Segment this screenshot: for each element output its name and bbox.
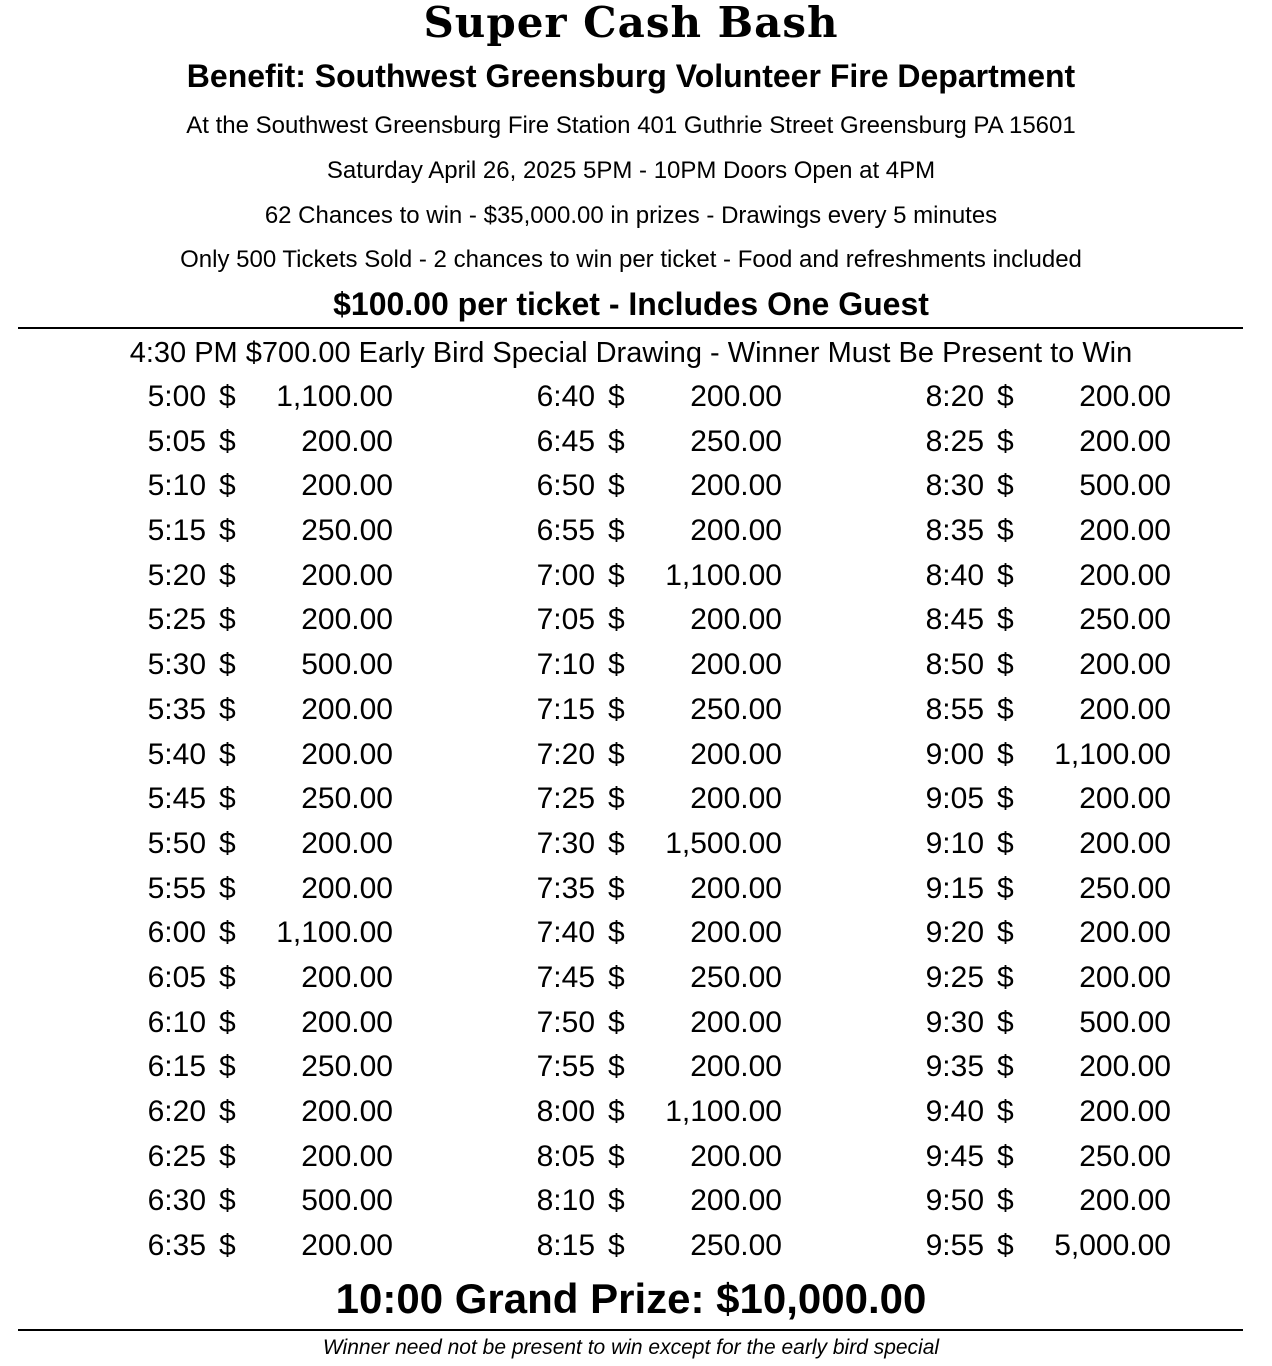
drawing-time: 6:20 (147, 1095, 206, 1128)
schedule-row (136, 958, 393, 1003)
drawing-time: 7:50 (536, 1005, 595, 1039)
dollar-sign: $ (997, 1139, 1014, 1173)
event-title: Super Cash Bash (423, 0, 839, 47)
prize-amount: 500.00 (1079, 469, 1171, 503)
drawing-time: 6:10 (147, 1005, 206, 1039)
schedule-row (136, 690, 393, 735)
drawing-time: 6:00 (147, 916, 206, 950)
schedule-row (525, 869, 782, 914)
schedule-row (525, 690, 782, 735)
dollar-sign: $ (608, 737, 625, 771)
prize-amount: 200.00 (690, 648, 782, 682)
schedule-column-1 (136, 377, 393, 1271)
prize-amount: 5,000.00 (1054, 1229, 1171, 1263)
schedule-row (525, 511, 782, 556)
prize-amount: 200.00 (690, 603, 782, 637)
prize-amount: 500.00 (301, 1184, 393, 1218)
schedule-row (914, 1181, 1171, 1226)
schedule-row (136, 511, 393, 556)
prize-amount: 200.00 (301, 826, 393, 860)
schedule-row (525, 1047, 782, 1092)
tickets-line: Only 500 Tickets Sold - 2 chances to win per ticket - Food and refreshments included (180, 246, 1082, 273)
schedule-row (914, 1003, 1171, 1048)
dollar-sign: $ (219, 1095, 236, 1128)
dollar-sign: $ (219, 424, 236, 458)
drawing-time: 6:45 (536, 424, 595, 458)
grand-prize: 10:00 Grand Prize: $10,000.00 (335, 1275, 927, 1322)
drawing-time: 6:50 (536, 469, 595, 503)
dollar-sign: $ (608, 648, 625, 682)
drawing-time: 5:25 (147, 603, 206, 637)
dollar-sign: $ (219, 1050, 236, 1084)
schedule-row (525, 824, 782, 869)
date-time-line: Saturday April 26, 2025 5PM - 10PM Doors Open at 4PM (326, 157, 936, 184)
drawing-time: 8:05 (536, 1139, 595, 1173)
prize-amount: 200.00 (301, 960, 393, 994)
schedule-row (914, 913, 1171, 958)
drawing-time: 8:55 (925, 692, 984, 726)
dollar-sign: $ (997, 514, 1014, 548)
schedule-row (136, 645, 393, 690)
prize-amount: 200.00 (690, 737, 782, 771)
schedule-row (136, 377, 393, 422)
drawing-time: 7:55 (536, 1050, 595, 1084)
prize-amount: 200.00 (301, 871, 393, 905)
drawing-time: 6:40 (536, 380, 595, 413)
drawing-time: 6:55 (536, 514, 595, 548)
prize-amount: 1,100.00 (276, 380, 393, 413)
dollar-sign: $ (219, 1005, 236, 1039)
drawing-time: 9:40 (925, 1095, 984, 1128)
schedule-row (525, 1137, 782, 1182)
dollar-sign: $ (608, 514, 625, 548)
schedule-row (914, 466, 1171, 511)
schedule-row (136, 1226, 393, 1271)
prize-amount: 200.00 (690, 916, 782, 950)
schedule-row (525, 1092, 782, 1137)
dollar-sign: $ (608, 871, 625, 905)
dollar-sign: $ (219, 737, 236, 771)
drawing-time: 9:15 (925, 871, 984, 905)
schedule-column-3 (914, 377, 1171, 1271)
schedule-row (914, 1137, 1171, 1182)
prize-amount: 250.00 (690, 692, 782, 726)
dollar-sign: $ (219, 380, 236, 413)
prize-amount: 200.00 (1079, 424, 1171, 458)
schedule-row (525, 645, 782, 690)
prize-amount: 200.00 (301, 1139, 393, 1173)
dollar-sign: $ (997, 692, 1014, 726)
schedule-row (914, 1047, 1171, 1092)
dollar-sign: $ (219, 916, 236, 950)
schedule-row (525, 466, 782, 511)
drawing-time: 7:05 (536, 603, 595, 637)
schedule-row (914, 645, 1171, 690)
dollar-sign: $ (219, 648, 236, 682)
schedule-row (525, 735, 782, 780)
drawing-time: 5:45 (147, 782, 206, 816)
prize-amount: 200.00 (690, 380, 782, 413)
dollar-sign: $ (219, 871, 236, 905)
drawing-time: 5:15 (147, 514, 206, 548)
drawing-time: 6:25 (147, 1139, 206, 1173)
dollar-sign: $ (997, 1184, 1014, 1218)
prize-amount: 200.00 (1079, 782, 1171, 816)
schedule-row (525, 422, 782, 467)
benefit-line: Benefit: Southwest Greensburg Volunteer Fire Department (186, 58, 1076, 94)
schedule-row (525, 1003, 782, 1048)
drawing-time: 7:35 (536, 871, 595, 905)
prize-amount: 200.00 (690, 782, 782, 816)
dollar-sign: $ (997, 603, 1014, 637)
dollar-sign: $ (219, 782, 236, 816)
dollar-sign: $ (997, 1005, 1014, 1039)
chances-line: 62 Chances to win - $35,000.00 in prizes - Drawings every 5 minutes (264, 202, 998, 229)
drawing-time: 6:30 (147, 1184, 206, 1218)
schedule-row (136, 779, 393, 824)
drawing-time: 9:25 (925, 960, 984, 994)
dollar-sign: $ (219, 1139, 236, 1173)
dollar-sign: $ (997, 1050, 1014, 1084)
schedule-row (914, 779, 1171, 824)
dollar-sign: $ (997, 648, 1014, 682)
drawing-time: 5:10 (147, 469, 206, 503)
dollar-sign: $ (608, 1050, 625, 1084)
drawing-time: 7:10 (536, 648, 595, 682)
prize-amount: 500.00 (1079, 1005, 1171, 1039)
drawing-time: 5:00 (147, 380, 206, 413)
schedule-row (914, 958, 1171, 1003)
drawing-time: 9:20 (925, 916, 984, 950)
dollar-sign: $ (608, 603, 625, 637)
schedule-row (525, 1181, 782, 1226)
schedule-row (136, 1137, 393, 1182)
dollar-sign: $ (219, 1184, 236, 1218)
dollar-sign: $ (997, 916, 1014, 950)
drawing-time: 7:15 (536, 692, 595, 726)
prize-amount: 250.00 (301, 1050, 393, 1084)
dollar-sign: $ (997, 960, 1014, 994)
prize-amount: 250.00 (301, 514, 393, 548)
prize-amount: 250.00 (1079, 871, 1171, 905)
prize-amount: 200.00 (301, 1095, 393, 1128)
ticket-price: $100.00 per ticket - Includes One Guest (333, 286, 929, 322)
schedule-row (136, 466, 393, 511)
dollar-sign: $ (219, 514, 236, 548)
prize-amount: 200.00 (301, 1229, 393, 1263)
drawing-time: 7:00 (536, 558, 595, 592)
schedule-row (914, 1092, 1171, 1137)
drawing-time: 9:45 (925, 1139, 984, 1173)
schedule-row (914, 600, 1171, 645)
early-bird-line: 4:30 PM $700.00 Early Bird Special Drawing - Winner Must Be Present to Win (129, 337, 1133, 369)
dollar-sign: $ (997, 782, 1014, 816)
dollar-sign: $ (219, 826, 236, 860)
schedule-row (136, 735, 393, 780)
drawing-time: 5:20 (147, 558, 206, 592)
schedule-row (136, 824, 393, 869)
drawing-time: 5:55 (147, 871, 206, 905)
dollar-sign: $ (219, 692, 236, 726)
drawing-time: 8:00 (536, 1095, 595, 1128)
prize-amount: 200.00 (1079, 692, 1171, 726)
schedule-column-2 (525, 377, 782, 1271)
dollar-sign: $ (997, 826, 1014, 860)
top-divider (18, 327, 1243, 329)
schedule-row (136, 1003, 393, 1048)
dollar-sign: $ (997, 469, 1014, 503)
drawing-time: 6:35 (147, 1229, 206, 1263)
drawing-time: 8:50 (925, 648, 984, 682)
prize-amount: 200.00 (301, 603, 393, 637)
prize-amount: 250.00 (690, 1229, 782, 1263)
drawing-time: 8:30 (925, 469, 984, 503)
prize-amount: 200.00 (690, 871, 782, 905)
dollar-sign: $ (608, 782, 625, 816)
drawing-time: 5:35 (147, 692, 206, 726)
drawing-time: 9:10 (925, 826, 984, 860)
schedule-row (914, 690, 1171, 735)
prize-amount: 200.00 (690, 514, 782, 548)
drawing-time: 8:45 (925, 603, 984, 637)
prize-amount: 250.00 (690, 424, 782, 458)
dollar-sign: $ (608, 1095, 625, 1128)
drawing-time: 8:10 (536, 1184, 595, 1218)
drawing-time: 7:45 (536, 960, 595, 994)
prize-amount: 1,100.00 (1054, 737, 1171, 771)
dollar-sign: $ (997, 424, 1014, 458)
dollar-sign: $ (997, 1229, 1014, 1263)
prize-amount: 200.00 (690, 469, 782, 503)
drawing-time: 7:25 (536, 782, 595, 816)
footnote: Winner need not be present to win except for the early bird special (322, 1336, 940, 1359)
prize-amount: 200.00 (690, 1184, 782, 1218)
prize-amount: 200.00 (1079, 1095, 1171, 1128)
drawing-time: 6:05 (147, 960, 206, 994)
dollar-sign: $ (608, 960, 625, 994)
drawing-time: 9:05 (925, 782, 984, 816)
drawing-time: 9:00 (925, 737, 984, 771)
prize-amount: 250.00 (690, 960, 782, 994)
schedule-row (136, 556, 393, 601)
prize-amount: 200.00 (1079, 826, 1171, 860)
schedule-row (914, 1226, 1171, 1271)
prize-amount: 200.00 (1079, 380, 1171, 413)
drawing-time: 7:30 (536, 826, 595, 860)
schedule-row (914, 869, 1171, 914)
schedule-row (136, 913, 393, 958)
prize-amount: 200.00 (1079, 1050, 1171, 1084)
dollar-sign: $ (608, 558, 625, 592)
prize-amount: 200.00 (690, 1050, 782, 1084)
prize-amount: 200.00 (1079, 558, 1171, 592)
schedule-row (136, 869, 393, 914)
prize-amount: 200.00 (301, 424, 393, 458)
prize-amount: 200.00 (1079, 916, 1171, 950)
schedule-row (525, 913, 782, 958)
prize-amount: 500.00 (301, 648, 393, 682)
drawing-time: 5:50 (147, 826, 206, 860)
dollar-sign: $ (997, 737, 1014, 771)
dollar-sign: $ (997, 558, 1014, 592)
prize-amount: 1,500.00 (665, 826, 782, 860)
dollar-sign: $ (608, 469, 625, 503)
prize-amount: 1,100.00 (665, 558, 782, 592)
bottom-divider (18, 1329, 1243, 1331)
schedule-row (136, 1181, 393, 1226)
prize-amount: 200.00 (690, 1139, 782, 1173)
schedule-row (136, 1047, 393, 1092)
dollar-sign: $ (219, 469, 236, 503)
drawing-time: 9:30 (925, 1005, 984, 1039)
schedule-row (914, 422, 1171, 467)
drawing-time: 8:40 (925, 558, 984, 592)
schedule-row (525, 779, 782, 824)
dollar-sign: $ (608, 1139, 625, 1173)
drawing-time: 9:35 (925, 1050, 984, 1084)
dollar-sign: $ (608, 424, 625, 458)
prize-amount: 200.00 (1079, 960, 1171, 994)
location-line: At the Southwest Greensburg Fire Station 401 Guthrie Street Greensburg PA 15601 (186, 112, 1076, 139)
prize-amount: 200.00 (301, 737, 393, 771)
drawing-schedule (0, 377, 1272, 1270)
prize-amount: 250.00 (1079, 603, 1171, 637)
dollar-sign: $ (219, 558, 236, 592)
prize-amount: 1,100.00 (665, 1095, 782, 1128)
drawing-time: 5:05 (147, 424, 206, 458)
schedule-row (914, 735, 1171, 780)
schedule-row (525, 556, 782, 601)
schedule-row (914, 511, 1171, 556)
drawing-time: 7:20 (536, 737, 595, 771)
schedule-row (914, 824, 1171, 869)
dollar-sign: $ (608, 916, 625, 950)
dollar-sign: $ (608, 826, 625, 860)
dollar-sign: $ (608, 692, 625, 726)
drawing-time: 8:25 (925, 424, 984, 458)
prize-amount: 200.00 (301, 469, 393, 503)
prize-amount: 250.00 (1079, 1139, 1171, 1173)
dollar-sign: $ (219, 1229, 236, 1263)
prize-amount: 1,100.00 (276, 916, 393, 950)
schedule-row (525, 600, 782, 645)
dollar-sign: $ (608, 1184, 625, 1218)
drawing-time: 7:40 (536, 916, 595, 950)
prize-amount: 250.00 (301, 782, 393, 816)
prize-amount: 200.00 (1079, 514, 1171, 548)
schedule-row (914, 556, 1171, 601)
prize-amount: 200.00 (301, 558, 393, 592)
schedule-row (136, 600, 393, 645)
prize-amount: 200.00 (301, 692, 393, 726)
prize-amount: 200.00 (1079, 648, 1171, 682)
drawing-time: 8:20 (925, 380, 984, 413)
schedule-row (525, 377, 782, 422)
drawing-time: 9:55 (925, 1229, 984, 1263)
dollar-sign: $ (997, 380, 1014, 413)
schedule-row (914, 377, 1171, 422)
dollar-sign: $ (608, 1229, 625, 1263)
dollar-sign: $ (997, 1095, 1014, 1128)
prize-amount: 200.00 (301, 1005, 393, 1039)
prize-amount: 200.00 (1079, 1184, 1171, 1218)
dollar-sign: $ (608, 380, 625, 413)
schedule-row (525, 958, 782, 1003)
schedule-row (525, 1226, 782, 1271)
dollar-sign: $ (219, 603, 236, 637)
drawing-time: 6:15 (147, 1050, 206, 1084)
drawing-time: 8:15 (536, 1229, 595, 1263)
drawing-time: 5:30 (147, 648, 206, 682)
prize-amount: 200.00 (690, 1005, 782, 1039)
schedule-row (136, 422, 393, 467)
dollar-sign: $ (608, 1005, 625, 1039)
drawing-time: 8:35 (925, 514, 984, 548)
dollar-sign: $ (219, 960, 236, 994)
schedule-row (136, 1092, 393, 1137)
dollar-sign: $ (997, 871, 1014, 905)
drawing-time: 5:40 (147, 737, 206, 771)
drawing-time: 9:50 (925, 1184, 984, 1218)
